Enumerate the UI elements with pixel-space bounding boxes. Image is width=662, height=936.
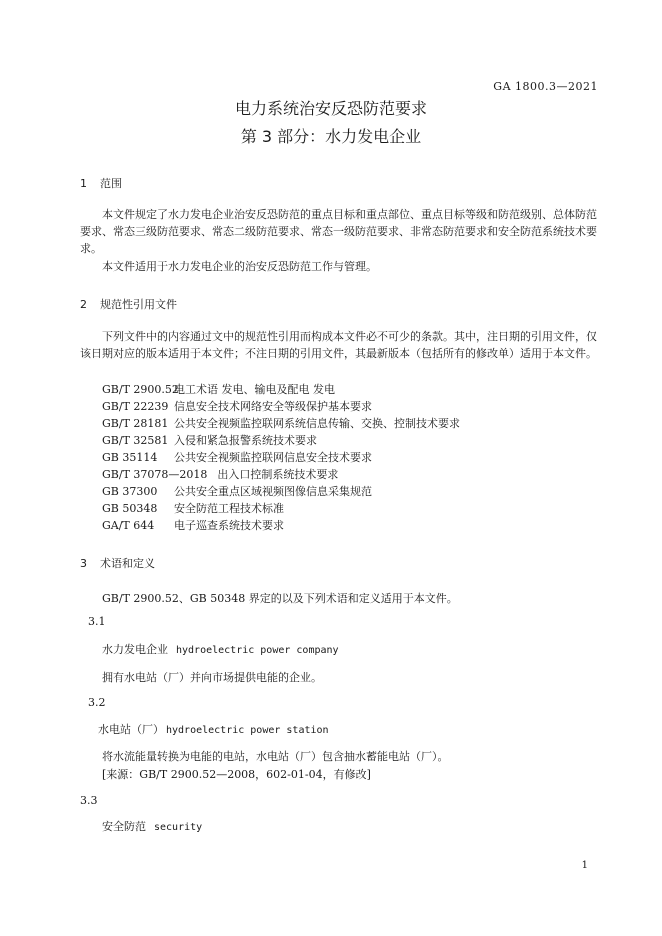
page-number: 1 [581,860,588,871]
terms-intro: GB/T 2900.52、GB 50348 界定的以及下列术语和定义适用于本文件。 [102,592,458,605]
section-title: 规范性引用文件 [100,298,177,311]
document-code: GA 1800.3—2021 [493,80,598,93]
term-en: hydroelectric power company [176,645,339,656]
term-number: 3.2 [88,696,106,709]
term-heading [102,641,339,657]
reference-code: GB/T 22239 [102,400,169,413]
reference-code: GB/T 32581 [102,434,169,447]
reference-item [102,381,335,397]
reference-code: GB 37300 [102,485,158,498]
document-title: 电力系统治安反恐防范要求 [234,99,427,118]
term-heading [102,818,202,834]
section-3-heading [80,555,155,571]
section-number: 3 [80,557,87,570]
reference-code: GB/T 37078—2018 [102,468,208,481]
scope-paragraph: 本文件规定了水力发电企业治安反恐防范的重点目标和重点部位、重点目标等级和防范级别、总体防范要求、常态三级防范要求、常态二级防范要求、常态一级防范要求、非常态防范要求和安全防范系统技术要求。 [80,208,597,255]
references-intro: 下列文件中的内容通过文中的规范性引用而构成本文件必不可少的条款。其中，注日期的引用文件，仅该日期对应的版本适用于本文件；不注日期的引用文件，其最新版本（包括所有的修改单）适用于本文件。 [80,330,597,360]
term-definition: 将水流能量转换为电能的电站，水电站（厂）包含抽水蓄能电站（厂）。 [102,750,449,763]
reference-item [102,398,372,414]
reference-title: 电子巡查系统技术要求 [174,519,284,532]
reference-title: 入侵和紧急报警系统技术要求 [174,434,317,447]
section-2-heading [80,296,177,312]
section-title: 术语和定义 [100,557,155,570]
reference-code: GA/T 644 [102,519,155,532]
reference-item [102,415,460,431]
section-1-heading [80,175,122,191]
section-number: 1 [80,177,87,190]
reference-title: 安全防范工程技术标准 [174,502,284,515]
term-definition: 拥有水电站（厂）并向市场提供电能的企业。 [102,671,322,684]
section-number: 2 [80,298,87,311]
reference-item [102,432,317,448]
term-number: 3.3 [80,794,98,807]
term-zh: 水电站（厂） [98,723,164,736]
term-en: security [154,822,203,833]
term-heading [98,721,329,737]
reference-title: 公共安全视频监控联网信息安全技术要求 [174,451,372,464]
term-number: 3.1 [88,615,106,628]
reference-item [102,449,372,465]
section-title: 范围 [100,177,122,190]
document-subtitle: 第 3 部分：水力发电企业 [240,127,422,146]
scope-applicability-paragraph: 本文件适用于水力发电企业的治安反恐防范工作与管理。 [102,260,377,273]
reference-item [102,466,338,482]
reference-title: 电工术语 发电、输电及配电 发电 [174,383,335,396]
reference-item [102,500,284,516]
reference-item [102,483,372,499]
term-zh: 安全防范 [102,820,146,833]
reference-item [102,517,284,533]
term-source: [来源：GB/T 2900.52—2008，602-01-04，有修改] [102,768,371,781]
reference-title: 公共安全视频监控联网系统信息传输、交换、控制技术要求 [174,417,460,430]
reference-title: 出入口控制系统技术要求 [217,468,339,481]
reference-title: 信息安全技术网络安全等级保护基本要求 [174,400,372,413]
reference-code: GB 35114 [102,451,158,464]
reference-title: 公共安全重点区域视频图像信息采集规范 [174,485,372,498]
reference-code: GB 50348 [102,502,158,515]
term-zh: 水力发电企业 [102,643,168,656]
term-en: hydroelectric power station [166,725,329,736]
reference-code: GB/T 28181 [102,417,169,430]
reference-code: GB/T 2900.52 [102,383,179,396]
